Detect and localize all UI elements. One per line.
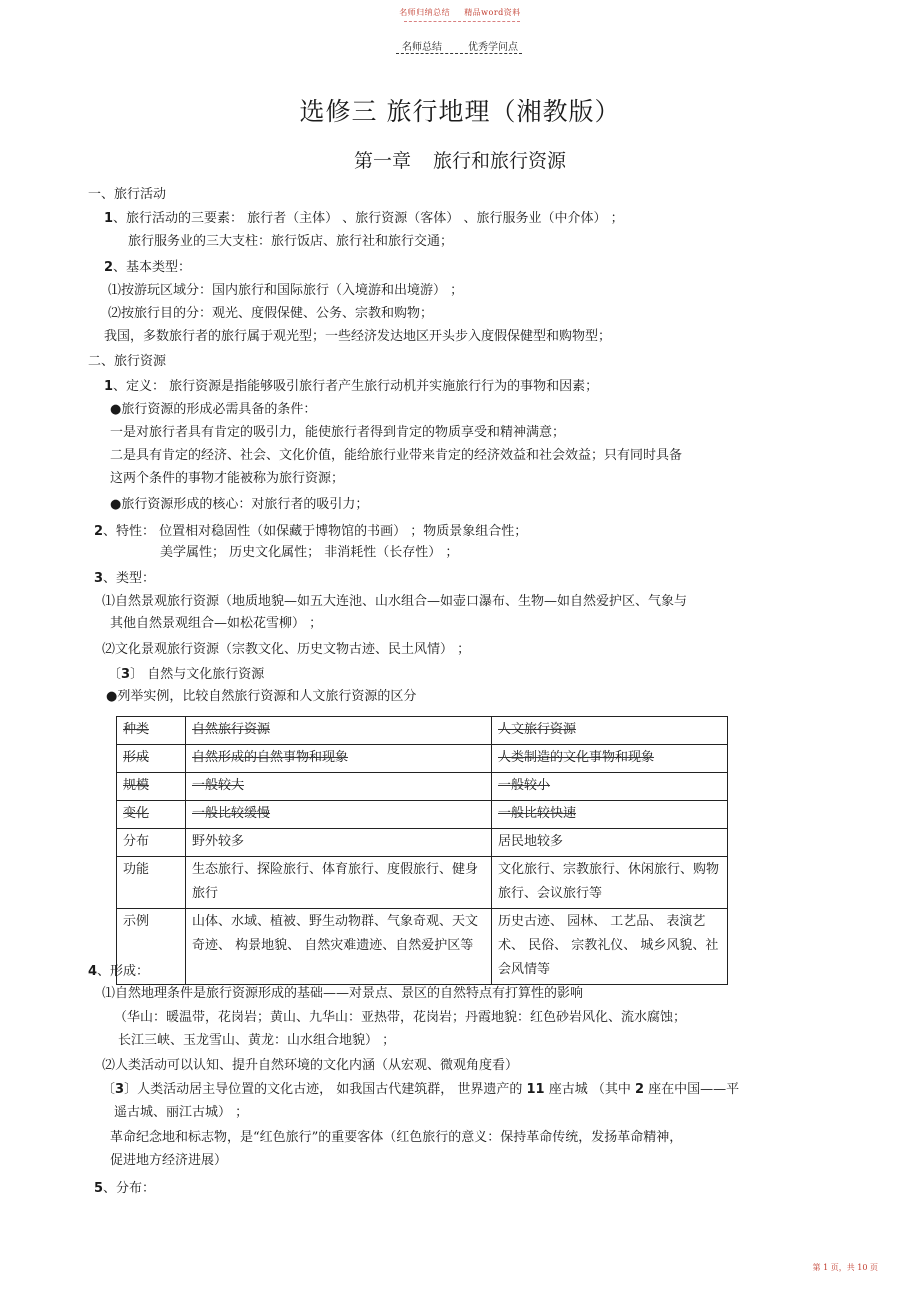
definition-text: 、定义： 旅行资源是指能够吸引旅行者产生旅行动机并实施旅行行为的事物和因素； [113, 379, 599, 394]
table-cell: 历史古迹、 园林、 工艺品、 表演艺术、 民俗、 宗教礼仪、 城乡风貌、社会风情等 [492, 909, 728, 985]
item-number: 3 [121, 667, 131, 682]
features-text: 、特性： 位置相对稳固性（如保藏于博物馆的书画） ；物质景象组合性； [103, 524, 528, 539]
condition-two: 二是具有肯定的经济、社会、文化价值，能给旅行业带来肯定的经济效益和社会效益；只有同时具备 [110, 448, 683, 463]
item-number: 3 [94, 571, 104, 586]
header-divider [404, 21, 520, 22]
formation-natural-examples-cont: 长江三峡、玉龙雪山、黄龙：山水组合地貌） ； [118, 1033, 396, 1048]
formation-natural: ⑴自然地理条件是旅行资源形成的基础——对景点、景区的自然特点有打算性的影响 [102, 986, 584, 1001]
formation [88, 964, 149, 980]
distribution [94, 1181, 155, 1197]
table-header-cell: 自然旅行资源 [186, 717, 492, 745]
category-mixed [108, 667, 264, 683]
formation-heritage [102, 1082, 739, 1098]
comparison-table [116, 716, 728, 985]
table-row [117, 829, 728, 857]
formation-human: ⑵人类活动可以认知、提升自然环境的文化内涵（从宏观、微观角度看） [102, 1058, 519, 1073]
table-header-cell: 种类 [117, 717, 186, 745]
table-cell: 山体、水域、植被、野生动物群、气象奇观、天文奇迹、 构景地貌、 自然灾难遗迹、自然爱护区等 [186, 909, 492, 985]
item-number: 2 [104, 260, 114, 275]
table-row [117, 801, 728, 829]
formation-natural-examples: （华山：暖温带，花岗岩；黄山、九华山：亚热带，花岗岩；丹霞地貌：红色砂岩风化、流水腐蚀； [114, 1010, 687, 1025]
service-pillars: 旅行服务业的三大支柱：旅行饭店、旅行社和旅行交通； [128, 234, 454, 249]
bracket: 〔 [102, 1082, 116, 1097]
page-footer: 第 1 页，共 10 页 [812, 1263, 878, 1272]
activity-elements [104, 211, 624, 227]
item-number: 5 [94, 1181, 104, 1196]
table-row [117, 745, 728, 773]
table-row [117, 773, 728, 801]
formation-heritage-end: 座在中国——平 [644, 1082, 740, 1097]
distribution-text: 、分布： [103, 1181, 156, 1196]
table-cell: 变化 [117, 801, 186, 829]
header-sub-divider [396, 53, 522, 54]
formation-heritage-cont: 遥古城、丽江古城） ； [114, 1105, 249, 1120]
header-right-text: 精品word资料 [464, 8, 521, 17]
formation-text: 、形成： [97, 964, 150, 979]
page-header-sub [0, 38, 920, 53]
categories [94, 571, 155, 587]
category-mixed-text: 〕 自然与文化旅行资源 [130, 667, 265, 682]
china-travel-note: 我国，多数旅行者的旅行属于观光型；一些经济发达地区开头步入度假保健型和购物型； [104, 329, 612, 344]
table-cell: 一般比较快速 [492, 801, 728, 829]
features-cont: 美学属性； 历史文化属性； 非消耗性（长存性） ； [160, 545, 459, 560]
table-cell: 自然形成的自然事物和现象 [186, 745, 492, 773]
type-by-purpose: ⑵按旅行目的分：观光、度假保健、公务、宗教和购物； [108, 306, 434, 321]
red-tourism: 革命纪念地和标志物，是“红色旅行”的重要客体（红色旅行的意义：保持革命传统，发扬革命精神， [110, 1130, 683, 1145]
section-heading-activity: 一、旅行活动 [88, 187, 167, 202]
bracket: 〔 [108, 667, 122, 682]
table-cell: 生态旅行、探险旅行、体育旅行、度假旅行、健身旅行 [186, 857, 492, 909]
table-cell: 规模 [117, 773, 186, 801]
table-cell: 一般比较缓慢 [186, 801, 492, 829]
condition-one: 一是对旅行者具有肯定的吸引力，能使旅行者得到肯定的物质享受和精神满意； [110, 425, 566, 440]
item-number: 1 [104, 379, 114, 394]
table-header-cell: 人文旅行资源 [492, 717, 728, 745]
formation-heritage-mid: 座古城 （其中 [544, 1082, 635, 1097]
definition [104, 379, 598, 395]
china-city-count: 2 [634, 1082, 645, 1097]
table-cell: 形成 [117, 745, 186, 773]
basic-types [104, 260, 191, 276]
item-number: 1 [104, 211, 114, 226]
condition-two-cont: 这两个条件的事物才能被称为旅行资源； [110, 471, 345, 486]
table-cell: 示例 [117, 909, 186, 985]
section-heading-resources: 二、旅行资源 [88, 354, 167, 369]
type-by-region: ⑴按游玩区域分：国内旅行和国际旅行（入境游和出境游） ； [108, 283, 464, 298]
item-number: 3 [115, 1082, 125, 1097]
table-cell: 文化旅行、宗教旅行、休闲旅行、购物旅行、会议旅行等 [492, 857, 728, 909]
table-cell: 人类制造的文化事物和现象 [492, 745, 728, 773]
table-row [117, 857, 728, 909]
red-tourism-cont: 促进地方经济进展） [110, 1153, 228, 1168]
page-header-top [0, 7, 920, 18]
table-header-row [117, 717, 728, 745]
table-row [117, 909, 728, 985]
document-title: 选修三 旅行地理（湘教版） [299, 97, 621, 126]
category-natural-cont: 其他自然景观组合—如松花雪柳） ； [110, 616, 323, 631]
table-cell: 一般较小 [492, 773, 728, 801]
table-cell: 野外较多 [186, 829, 492, 857]
chapter-title: 第一章 旅行和旅行资源 [353, 150, 567, 172]
comparison-intro: ●列举实例，比较自然旅行资源和人文旅行资源的区分 [106, 689, 417, 704]
conditions-title: ●旅行资源的形成必需具备的条件： [110, 402, 317, 417]
header-sub-right: 优秀学问点 [468, 42, 518, 53]
resource-core: ●旅行资源形成的核心：对旅行者的吸引力； [110, 497, 369, 512]
formation-heritage-text: 〕人类活动居主导位置的文化古迹， 如我国古代建筑群， 世界遗产的 [124, 1082, 527, 1097]
item-number: 4 [88, 964, 98, 979]
table-cell: 一般较大 [186, 773, 492, 801]
header-left-text: 名师归纳总结 [399, 8, 451, 17]
categories-text: 、类型： [103, 571, 156, 586]
table-cell: 功能 [117, 857, 186, 909]
features [94, 524, 527, 540]
item-number: 2 [94, 524, 104, 539]
header-sub-left: 名师总结 [402, 42, 442, 53]
category-cultural: ⑵文化景观旅行资源（宗教文化、历史文物古迹、民土风情） ； [102, 642, 471, 657]
table-cell: 分布 [117, 829, 186, 857]
ancient-city-count: 11 [526, 1082, 545, 1097]
category-natural: ⑴自然景观旅行资源（地质地貌—如五大连池、山水组合—如壶口瀑布、生物—如自然爱护区、气象与 [102, 594, 688, 609]
table-cell: 居民地较多 [492, 829, 728, 857]
activity-elements-text: 、旅行活动的三要素： 旅行者（主体） 、旅行资源（客体） 、旅行服务业（中介体） ； [113, 211, 624, 226]
basic-types-text: 、基本类型： [113, 260, 192, 275]
